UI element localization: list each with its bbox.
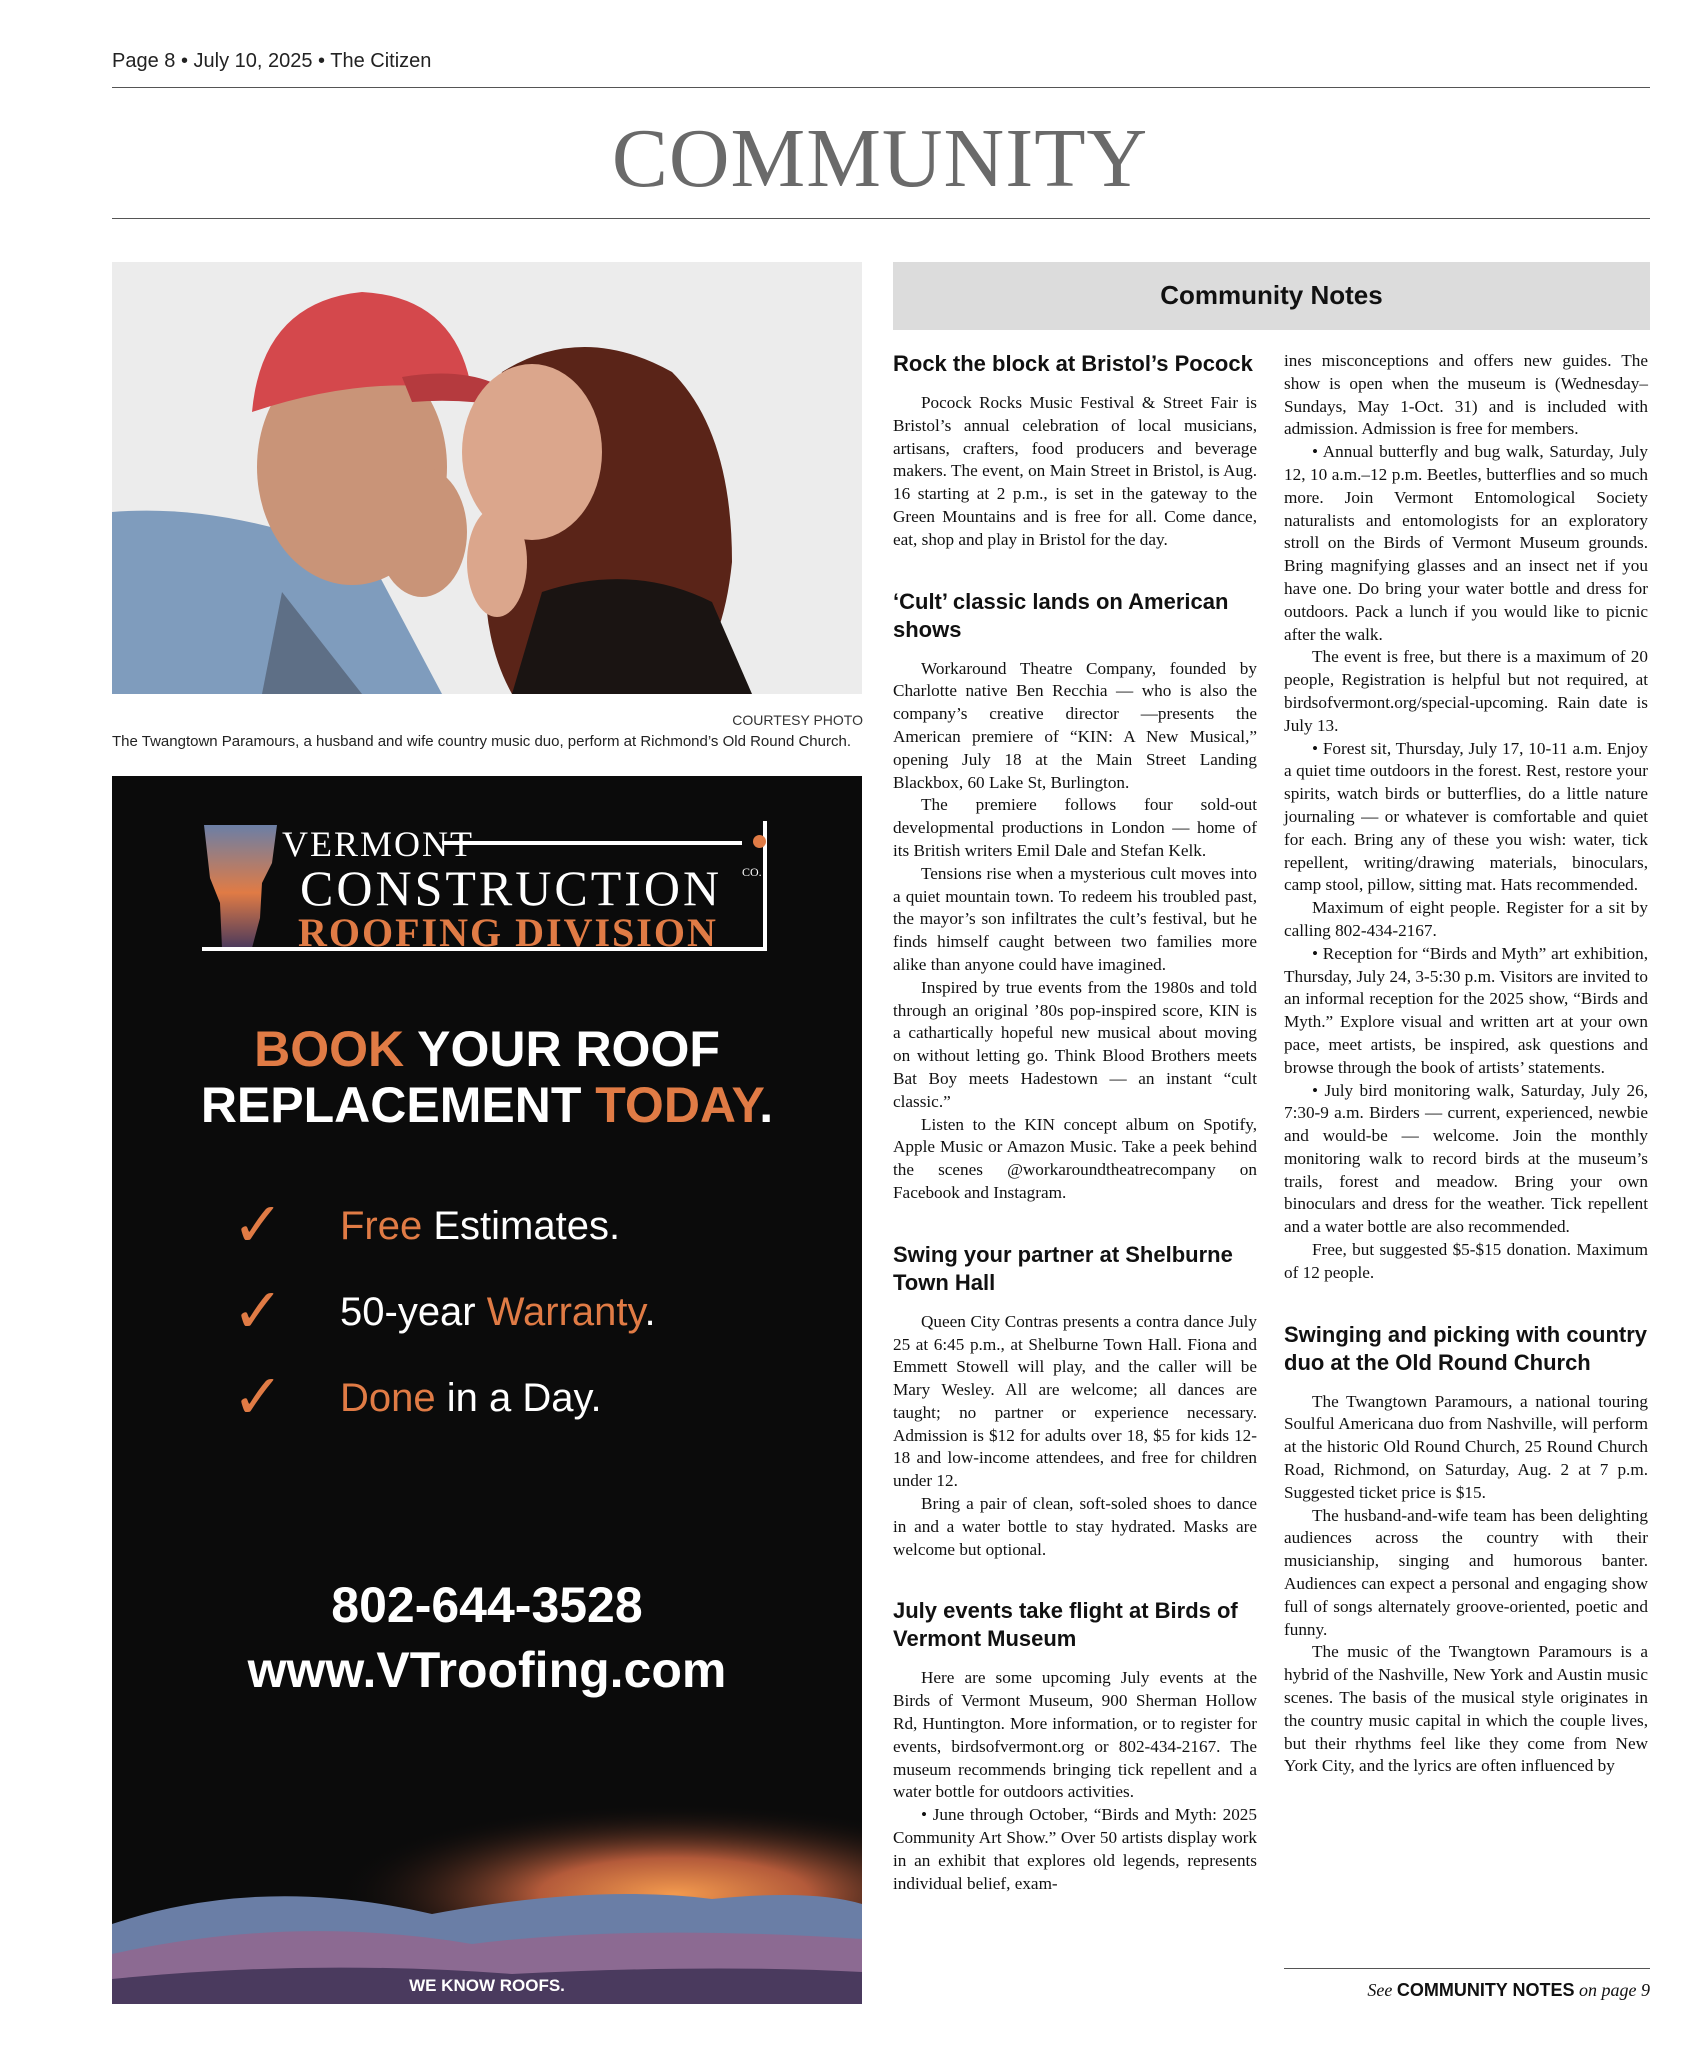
headline-replacement: REPLACEMENT: [200, 1077, 596, 1133]
ad-phone-number[interactable]: 802-644-3528: [331, 1577, 643, 1633]
section-title: COMMUNITY: [611, 112, 1149, 205]
article-paragraph: • June through October, “Birds and Myth: 2025 Community Art Show.” Over 50 artists display work in an exhibit that explores old legends, represents individual belief, exam-: [893, 1805, 1257, 1893]
article-heading: ‘Cult’ classic lands on American shows: [893, 588, 1229, 642]
article-paragraph: Workaround Theatre Company, founded by Charlotte native Ben Recchia — who is also the company’s creative director —presents the American premiere of “KIN: A New Musical,” opening July 18 at the Main Street Landing Blackbox, 60 Lake St, Burlington.: [893, 658, 1257, 792]
headline-today: TODAY: [595, 1077, 760, 1133]
checkmark-icon: ✓: [232, 1191, 284, 1260]
article-paragraph: Maximum of eight people. Register for a sit by calling 802-434-2167.: [1284, 898, 1648, 940]
article-paragraph: The event is free, but there is a maximum of 20 people, Registration is helpful but not required, at birdsofvermont.org/special-upcoming. Rain date is July 13.: [1284, 647, 1648, 735]
notes-column-2: [1284, 350, 1648, 1778]
article-paragraph: • Reception for “Birds and Myth” art exhibition, Thursday, July 24, 3-5:30 p.m. Visitors are invited to an informal reception for the 2025 show, “Birds and Myth.” Explore visual and written art at your own pace, meet artists, be inspired, ask questions and browse through the book of artists’ statements.: [1284, 943, 1648, 1077]
article-paragraph: Tensions rise when a mysterious cult moves into a quiet mountain town. To redeem his troubled past, the mayor’s son infiltrates the cult’s festival, but he finds himself caught between two families more alike than anyone could have imagined.: [893, 863, 1257, 974]
headline-period: .: [759, 1077, 774, 1133]
jump-page: on page 9: [1574, 1980, 1650, 2000]
headline-book: BOOK: [254, 1021, 405, 1077]
community-notes-banner: [893, 262, 1650, 330]
checkmark-icon: ✓: [232, 1277, 284, 1346]
article-paragraph: The husband-and-wife team has been delighting audiences across the country with their musicianship, singing and humorous banter. Audiences can expect a personal and engaging show full of songs alternately groove-oriented, poetic and funny.: [1284, 1505, 1648, 1639]
benefit-warranty-word: Warranty: [486, 1290, 645, 1334]
article-paragraph: • July bird monitoring walk, Saturday, July 26, 7:30-9 a.m. Birders — current, experienced, newbie and would-be — welcome. Join the monthly monitoring walk to record birds at the museum’s trails, forest and meadow. Bring your own binoculars and dress for the weather. Tick repellent and a water bottle are also recommended.: [1284, 1080, 1648, 1237]
article-paragraph: Free, but suggested $5-$15 donation. Maximum of 12 people.: [1284, 1240, 1648, 1282]
logo-co: CO.: [742, 865, 762, 879]
benefit-done: Done: [340, 1376, 436, 1420]
company-logo: [202, 821, 772, 956]
article-heading: July events take flight at Birds of Vermont Museum: [893, 1598, 1238, 1652]
benefit-period: .: [644, 1290, 656, 1334]
benefit-in-a-day: in a Day.: [435, 1376, 602, 1420]
sunset-hills-graphic: [112, 1804, 862, 2004]
photo-credit: COURTESY PHOTO: [732, 712, 863, 728]
logo-vermont: VERMONT: [282, 824, 474, 864]
benefit-estimates: Estimates.: [422, 1204, 621, 1248]
jump-line[interactable]: [1367, 1980, 1650, 2001]
ad-headline: [112, 1021, 862, 1133]
photo-caption: The Twangtown Paramours, a husband and wife country music duo, perform at Richmond’s Old Round Church.: [112, 733, 851, 750]
logo-roofing-division: ROOFING DIVISION: [298, 910, 718, 955]
benefit-50-year: 50-year: [340, 1290, 487, 1334]
roofing-advertisement[interactable]: [112, 776, 862, 2004]
article-paragraph: Here are some upcoming July events at the Birds of Vermont Museum, 900 Sherman Hollow Rd, Huntington. More information, or to register for events, birdsofvermont.org or 802-434-2167. The museum recommends bringing tick repellent and a water bottle for outdoors activities.: [893, 1668, 1257, 1802]
headline-your-roof: YOUR ROOF: [404, 1021, 720, 1077]
logo-line: [442, 841, 742, 845]
jump-see: See: [1367, 1980, 1397, 2000]
duo-photo: [112, 262, 862, 694]
jump-reference: COMMUNITY NOTES: [1396, 1980, 1575, 2000]
community-notes-title: Community Notes: [1160, 280, 1383, 310]
article-paragraph: The Twangtown Paramours, a national touring Soulful Americana duo from Nashville, will perform at the historic Old Round Church, 25 Round Church Road, Richmond, on Saturday, Aug. 2 at 7 p.m. Suggested ticket price is $15.: [1284, 1391, 1648, 1502]
article-paragraph: Bring a pair of clean, soft-soled shoes to dance in and a water bottle to stay hydrated. Masks are welcome but optional.: [893, 1494, 1257, 1559]
notes-column-1: [893, 350, 1257, 1895]
section-rule: [112, 218, 1650, 219]
article-heading: Swinging and picking with country duo at the Old Round Church: [1284, 1321, 1647, 1375]
article-heading: Swing your partner at Shelburne Town Hall: [893, 1241, 1233, 1295]
article-paragraph: Inspired by true events from the 1980s and told through an original ’80s pop-inspired score, KIN is a cathartically hopeful new musical about moving on without letting go. Think Blood Brothers meets Bat Boy meets Hadestown — an instant “cult classic.”: [893, 977, 1257, 1111]
logo-construction: CONSTRUCTION: [300, 860, 723, 916]
article-paragraph: • Forest sit, Thursday, July 17, 10-11 a.m. Enjoy a quiet time outdoors in the forest. Rest, restore your spirits, watch birds or butterflies, do a little nature journaling — or whatever is comfortable and quiet for each. Bring any of these you wish: water, tick repellent, writing/drawing materials, binoculars, camp stool, pillow, sitting mat. Hats recommended.: [1284, 738, 1648, 895]
article-heading: Rock the block at Bristol’s Pocock: [893, 351, 1253, 376]
article-paragraph: Pocock Rocks Music Festival & Street Fair is Bristol’s annual celebration of local musicians, artisans, crafters, food producers and beverage makers. The event, on Main Street in Bristol, is Aug. 16 starting at 2 p.m., is set in the gateway to the Green Mountains and is free for all. Come dance, eat, shop and play in Bristol for the day.: [893, 393, 1257, 549]
benefit-free: Free: [340, 1204, 423, 1248]
logo-dot: [753, 835, 766, 848]
article-paragraph: • Annual butterfly and bug walk, Saturday, July 12, 10 a.m.–12 p.m. Beetles, butterflies and so much more. Join Vermont Entomological Society naturalists and entomologists for an exploratory stroll on the Birds of Vermont Museum grounds. Bring magnifying glasses and an insect net if you have one. Do bring your water bottle and dress for outdoors. Pack a lunch if you would like to picnic after the walk.: [1284, 442, 1648, 644]
article-paragraph: Listen to the KIN concept album on Spotify, Apple Music or Amazon Music. Take a peek behind the scenes @workaroundtheatrecompany on Facebook and Instagram.: [893, 1114, 1257, 1202]
ad-website-link[interactable]: www.VTroofing.com: [247, 1642, 727, 1698]
jump-rule: [1284, 1968, 1650, 1969]
article-paragraph: Queen City Contras presents a contra dance July 25 at 6:45 p.m., at Shelburne Town Hall. Fiona and Emmett Stowell will play, and the caller will be Mary Wesley. All are welcome; all dances are taught; no partner or experience necessary. Admission is $12 for adults over 18, $5 for kids 12-18 and low-income attendees, and free for children under 12.: [893, 1311, 1257, 1491]
article-paragraph: The music of the Twangtown Paramours is a hybrid of the Nashville, New York and Austin music scenes. The basis of the musical style originates in the country music capital in which the couple lives, but their rhythms feel like they come from New York City, and the lyrics are often influenced by: [1284, 1642, 1648, 1776]
ad-tagline: WE KNOW ROOFS.: [409, 1976, 565, 1995]
header-rule: [112, 87, 1650, 88]
page-folio: Page 8 • July 10, 2025 • The Citizen: [112, 50, 432, 72]
checkmark-icon: ✓: [232, 1363, 284, 1432]
article-paragraph: The premiere follows four sold-out developmental productions in London — home of its British writers Emil Dale and Stefan Kelk.: [893, 795, 1257, 860]
article-paragraph: ines misconceptions and offers new guides. The show is open when the museum is (Wednesday–Sundays, May 1-Oct. 31) and is included with admission. Admission is free for members.: [1284, 351, 1648, 439]
